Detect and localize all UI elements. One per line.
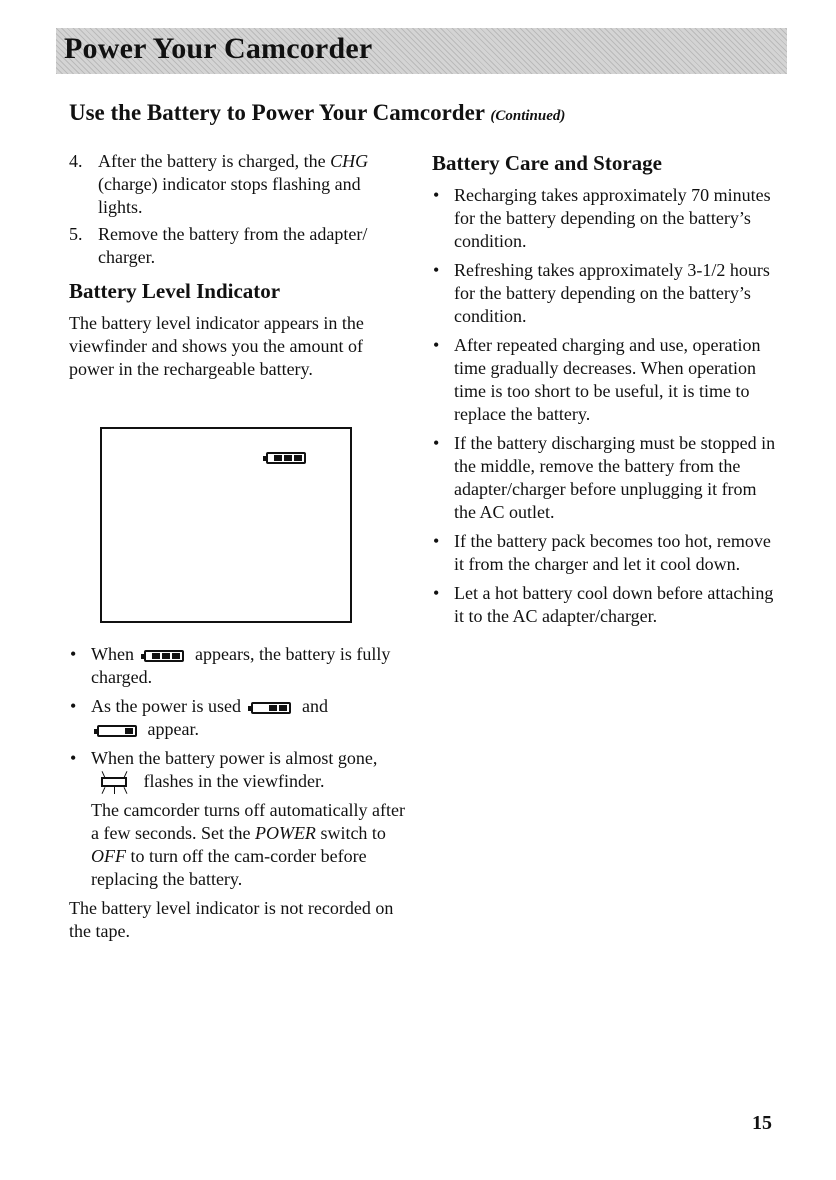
bullet-text: and xyxy=(301,696,328,716)
auto-off-paragraph xyxy=(91,799,409,891)
bullet-text: to turn off the cam-corder before replacing the battery. xyxy=(91,846,367,889)
battery-care-heading: Battery Care and Storage xyxy=(432,151,662,175)
battery-empty-flashing-icon xyxy=(95,773,135,793)
right-column xyxy=(432,150,777,634)
step-4 xyxy=(69,150,409,219)
bullet-text: switch to xyxy=(315,823,386,843)
battery-level-heading: Battery Level Indicator xyxy=(69,279,281,303)
battery-level-intro: The battery level indicator appears in the viewfinder and shows you the amount of power in the rechargeable battery. xyxy=(69,313,364,379)
bullet-text: appears, the battery is fully charged. xyxy=(91,644,391,687)
battery-two-bars-icon xyxy=(251,702,291,714)
level-bullet-empty xyxy=(69,747,409,891)
care-item: • After repeated charging and use, operation time gradually decreases. When operation time is too short to be useful, it is time to replace the battery. xyxy=(432,334,777,426)
level-bullet-full xyxy=(69,643,409,689)
care-item: • If the battery pack becomes too hot, remove it from the charger and let it cool down. xyxy=(432,530,777,576)
steps-list xyxy=(69,150,409,269)
care-bullets xyxy=(432,184,777,628)
step-text-pre: After the battery is charged, the xyxy=(98,151,331,171)
bullet-text: As the power is used xyxy=(91,696,241,716)
step-5 xyxy=(69,223,409,269)
level-bullets xyxy=(69,643,409,891)
continued-label: (Continued) xyxy=(490,108,566,124)
power-label: POWER xyxy=(254,823,316,843)
page-number: 15 xyxy=(752,1112,772,1134)
bullet-text: When the battery power is almost gone, xyxy=(91,748,378,768)
step-text-post: (charge) indicator stops flashing and lights. xyxy=(98,174,361,217)
viewfinder-illustration xyxy=(100,427,352,623)
care-item: • If the battery discharging must be stopped in the middle, remove the battery from the adapter/charger before unplugging it from the AC outlet. xyxy=(432,432,777,524)
level-bullet-used xyxy=(69,695,409,741)
bullet-text: When xyxy=(91,644,134,664)
care-item: • Recharging takes approximately 70 minutes for the battery depending on the battery’s condition. xyxy=(432,184,777,253)
bullet-text: The camcorder turns off automatically after a few seconds. Set the xyxy=(91,800,406,843)
off-label: OFF xyxy=(91,846,126,866)
step-number: 5. xyxy=(69,224,83,244)
section-title xyxy=(69,100,565,126)
viewfinder-battery-icon xyxy=(266,452,306,464)
battery-full-icon xyxy=(144,650,184,662)
step-text: Remove the battery from the adapter/ charger. xyxy=(98,224,368,267)
care-item: • Refreshing takes approximately 3-1/2 hours for the battery depending on the battery’s condition. xyxy=(432,259,777,328)
chg-label: CHG xyxy=(330,151,369,171)
chapter-banner xyxy=(56,28,787,74)
battery-one-bar-icon xyxy=(97,725,137,737)
step-number: 4. xyxy=(69,151,83,171)
chapter-title: Power Your Camcorder xyxy=(64,32,373,65)
section-title-text: Use the Battery to Power Your Camcorder xyxy=(69,100,485,125)
bullet-text: flashes in the viewfinder. xyxy=(143,771,325,791)
bullet-text: appear. xyxy=(147,719,199,739)
care-item: • Let a hot battery cool down before attaching it to the AC adapter/charger. xyxy=(432,582,777,628)
not-recorded-note: The battery level indicator is not recorded on the tape. xyxy=(69,898,394,941)
